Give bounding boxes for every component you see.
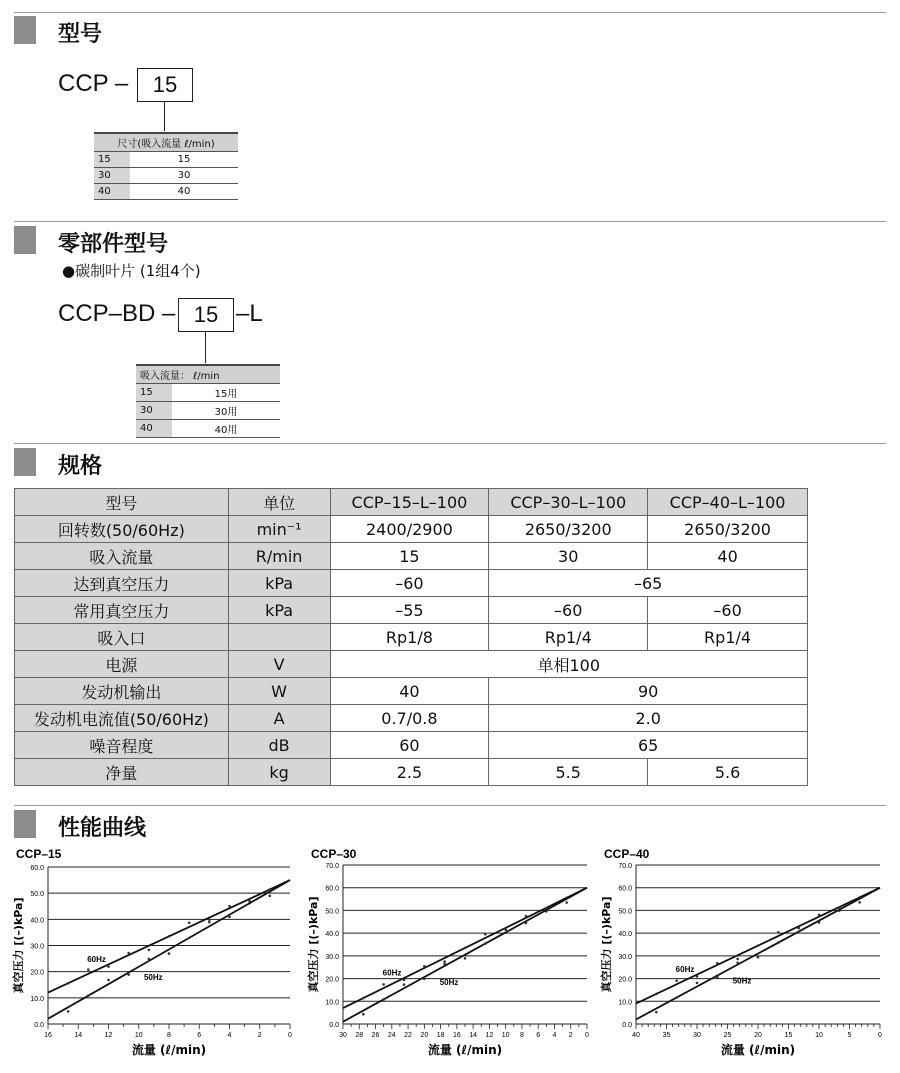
data-point <box>107 965 110 968</box>
data-point <box>777 931 780 934</box>
y-tick-label: 40.0 <box>30 917 44 925</box>
table-row: 40 40 <box>94 184 238 200</box>
parts-table <box>136 364 280 438</box>
y-tick-label: 50.0 <box>30 891 44 899</box>
data-point <box>269 895 272 898</box>
table-row: 达到真空压力 kPa –60 –65 <box>15 570 808 597</box>
data-point <box>443 960 446 963</box>
table-row: 30 30 <box>94 168 238 184</box>
data-point <box>443 963 446 966</box>
x-tick-label: 16 <box>44 1032 52 1039</box>
x-tick-label: 6 <box>536 1032 541 1039</box>
data-point <box>67 1010 70 1013</box>
data-point <box>818 921 821 924</box>
section-marker <box>14 810 36 838</box>
y-tick-label: 60.0 <box>30 865 44 872</box>
data-point <box>736 958 739 961</box>
model-code-prefix: CCP – <box>58 70 129 97</box>
y-tick-label: 30.0 <box>618 953 632 961</box>
x-tick-label: 8 <box>167 1032 171 1039</box>
data-point <box>484 933 487 936</box>
x-tick-label: 24 <box>387 1032 396 1039</box>
y-tick-label: 20.0 <box>325 976 339 984</box>
x-tick-label: 4 <box>227 1032 232 1039</box>
data-point <box>858 901 861 904</box>
data-point <box>188 937 191 940</box>
data-point <box>127 973 130 976</box>
x-tick-label: 14 <box>74 1032 83 1039</box>
connector-line <box>164 101 165 131</box>
data-point <box>525 922 528 925</box>
table-row: 发动机输出 W 40 90 <box>15 678 808 705</box>
x-tick-label: 22 <box>404 1032 412 1039</box>
series-label: 50Hz <box>439 977 459 987</box>
x-tick-label: 0 <box>878 1032 882 1039</box>
divider <box>14 805 886 806</box>
x-tick-label: 30 <box>693 1032 701 1039</box>
x-tick-label: 2 <box>568 1032 573 1039</box>
data-point <box>168 935 171 938</box>
data-point <box>838 907 841 910</box>
data-point <box>675 979 678 982</box>
x-tick-label: 40 <box>632 1032 640 1039</box>
series-label: 60Hz <box>675 965 695 975</box>
parts-size-box: 15 <box>178 298 234 332</box>
parts-note: ●碳制叶片 (1组4个) <box>62 262 201 280</box>
x-tick-label: 26 <box>371 1032 380 1039</box>
data-point <box>655 1011 658 1014</box>
x-tick-label: 0 <box>288 1032 292 1039</box>
y-tick-label: 10.0 <box>618 999 632 1007</box>
table-row: 净量 kg 2.5 5.5 5.6 <box>15 759 808 786</box>
x-tick-label: 15 <box>784 1032 793 1039</box>
table-row: 常用真空压力 kPa –55 –60 –60 <box>15 597 808 624</box>
y-tick-label: 50.0 <box>618 908 632 916</box>
data-point <box>545 907 548 910</box>
y-tick-label: 0.0 <box>329 1022 339 1029</box>
y-tick-label: 0.0 <box>34 1022 44 1029</box>
table-row: 15 15 <box>94 152 238 168</box>
table-row: 30 30用 <box>136 402 280 420</box>
x-tick-label: 35 <box>662 1032 671 1039</box>
data-point <box>382 983 385 986</box>
data-point <box>818 914 821 917</box>
x-tick-label: 14 <box>469 1032 478 1039</box>
connector-line <box>205 331 206 363</box>
y-tick-label: 60.0 <box>618 885 632 893</box>
section-title-model: 型号 <box>58 22 103 47</box>
y-axis-label: 真空压力 [(–)kPa] <box>12 897 25 994</box>
size-table-header: 尺寸(吸入流量 ℓ/min) <box>94 133 238 152</box>
data-point <box>504 927 507 930</box>
section-marker <box>14 16 36 44</box>
data-point <box>362 1013 365 1016</box>
data-point <box>248 900 251 903</box>
series-label: 50Hz <box>732 976 752 986</box>
x-tick-label: 20 <box>754 1032 762 1039</box>
data-point <box>87 968 90 971</box>
data-point <box>127 952 130 955</box>
y-axis-label: 真空压力 [(–)kPa] <box>600 896 613 993</box>
chart-title: CCP–30 <box>311 847 357 861</box>
y-tick-label: 40.0 <box>325 931 339 939</box>
model-size-box: 15 <box>137 68 193 102</box>
x-axis-label: 流量 (ℓ/min) <box>427 1043 503 1057</box>
y-tick-label: 40.0 <box>618 931 632 939</box>
data-point <box>423 978 426 981</box>
data-point <box>423 965 426 968</box>
x-axis-label: 流量 (ℓ/min) <box>131 1043 207 1057</box>
data-point <box>362 997 365 1000</box>
section-title-parts: 零部件型号 <box>58 232 169 257</box>
chart-title: CCP–40 <box>604 847 650 861</box>
data-point <box>675 996 678 999</box>
x-tick-label: 8 <box>519 1032 524 1039</box>
data-point <box>655 993 658 996</box>
y-tick-label: 30.0 <box>325 953 339 961</box>
data-point <box>208 918 211 921</box>
section-title-curves: 性能曲线 <box>58 816 147 841</box>
table-row: 吸入流量 R/min 15 30 40 <box>15 543 808 570</box>
y-tick-label: 50.0 <box>325 908 339 916</box>
data-point <box>716 976 719 979</box>
x-tick-label: 10 <box>815 1032 823 1039</box>
y-tick-label: 10.0 <box>30 995 44 1003</box>
x-tick-label: 2 <box>257 1032 262 1039</box>
data-point <box>228 916 231 919</box>
x-tick-label: 12 <box>485 1032 494 1039</box>
data-point <box>148 949 151 952</box>
parts-code-prefix: CCP–BD – <box>58 300 176 327</box>
y-tick-label: 20.0 <box>30 969 44 977</box>
table-row: 电源 V 单相100 <box>15 651 808 678</box>
data-point <box>228 905 231 908</box>
series-line-50hz <box>636 888 880 1020</box>
data-point <box>464 957 467 960</box>
table-row: 发动机电流值(50/60Hz) A 0.7/0.8 2.0 <box>15 705 808 732</box>
y-tick-label: 70.0 <box>618 863 632 870</box>
data-point <box>403 979 406 982</box>
data-point <box>484 942 487 945</box>
data-point <box>757 944 760 947</box>
data-point <box>67 982 70 985</box>
x-tick-label: 20 <box>420 1032 429 1039</box>
series-label: 60Hz <box>382 968 402 978</box>
data-point <box>696 975 699 978</box>
data-point <box>87 994 90 997</box>
x-axis-label: 流量 (ℓ/min) <box>720 1043 796 1057</box>
spec-header-row: 型号 单位 CCP–15–L–100 CCP–30–L–100 CCP–40–L–100 <box>15 489 808 516</box>
data-point <box>208 921 211 924</box>
performance-chart-ccp15 <box>10 845 298 1060</box>
y-tick-label: 30.0 <box>30 943 44 951</box>
performance-chart-ccp30 <box>305 845 595 1060</box>
data-point <box>696 982 699 985</box>
x-tick-label: 5 <box>847 1032 852 1039</box>
data-point <box>716 962 719 965</box>
data-point <box>777 941 780 944</box>
data-point <box>382 998 385 1001</box>
x-tick-label: 30 <box>339 1032 347 1039</box>
table-row: 回转数(50/60Hz) min⁻¹ 2400/2900 2650/3200 2650/3200 <box>15 516 808 543</box>
performance-chart-ccp40 <box>598 845 888 1060</box>
table-row: 吸入口 Rp1/8 Rp1/4 Rp1/4 <box>15 624 808 651</box>
data-point <box>797 927 800 930</box>
parts-code-suffix: –L <box>236 300 263 327</box>
x-tick-label: 0 <box>585 1032 589 1039</box>
data-point <box>525 915 528 918</box>
y-tick-label: 70.0 <box>325 863 339 870</box>
data-point <box>168 952 171 955</box>
divider <box>14 221 886 222</box>
y-tick-label: 10.0 <box>325 999 339 1007</box>
y-tick-label: 60.0 <box>325 885 339 893</box>
chart-title: CCP–15 <box>16 847 62 861</box>
divider <box>14 443 886 444</box>
data-point <box>757 956 760 959</box>
spec-table <box>14 488 808 786</box>
table-row: 15 15用 <box>136 384 280 402</box>
x-tick-label: 6 <box>197 1032 202 1039</box>
table-row: 40 40用 <box>136 420 280 438</box>
x-tick-label: 10 <box>134 1032 143 1039</box>
data-point <box>148 958 151 961</box>
x-tick-label: 10 <box>501 1032 510 1039</box>
x-tick-label: 25 <box>723 1032 732 1039</box>
x-tick-label: 4 <box>552 1032 557 1039</box>
data-point <box>565 901 568 904</box>
y-axis-label: 真空压力 [(–)kPa] <box>307 896 320 993</box>
series-label: 50Hz <box>143 973 163 983</box>
section-title-spec: 规格 <box>58 454 103 479</box>
data-point <box>188 921 191 924</box>
x-tick-label: 12 <box>104 1032 113 1039</box>
y-tick-label: 20.0 <box>618 976 632 984</box>
section-marker <box>14 448 36 476</box>
x-tick-label: 28 <box>355 1032 364 1039</box>
section-marker <box>14 226 36 254</box>
data-point <box>107 979 110 982</box>
divider <box>14 12 886 13</box>
data-point <box>403 983 406 986</box>
data-point <box>736 961 739 964</box>
table-row: 噪音程度 dB 60 65 <box>15 732 808 759</box>
size-table <box>94 132 238 200</box>
x-tick-label: 18 <box>436 1032 445 1039</box>
x-tick-label: 16 <box>452 1032 461 1039</box>
parts-table-header: 吸入流量： ℓ/min <box>136 365 280 384</box>
series-label: 60Hz <box>87 954 106 964</box>
data-point <box>464 947 467 950</box>
y-tick-label: 0.0 <box>622 1022 632 1029</box>
